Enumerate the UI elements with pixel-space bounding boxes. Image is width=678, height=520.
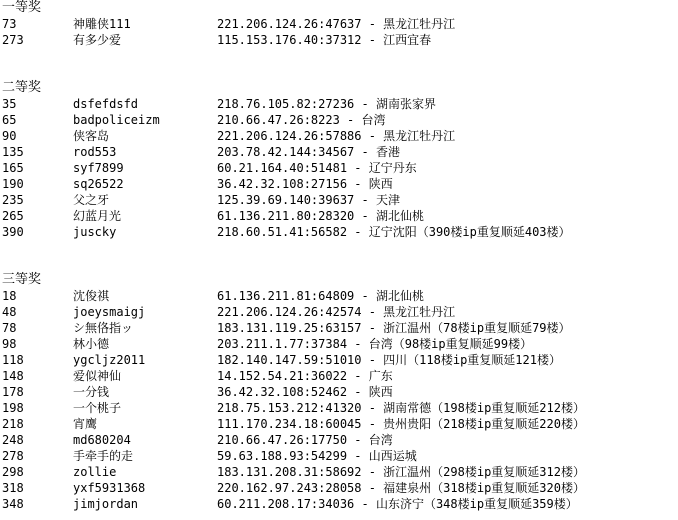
ip-location: 221.206.124.26:47637 - 黑龙江牡丹江: [217, 17, 456, 31]
user-name: md680204: [73, 433, 131, 447]
ip-location: 210.66.47.26:17750 - 台湾: [217, 433, 393, 447]
ip-location: 125.39.69.140:39637 - 天津: [217, 193, 400, 207]
user-name: 神雕侠111: [73, 17, 131, 31]
user-name: 林小德: [73, 337, 110, 351]
winner-row: [2, 224, 678, 240]
ip-location: 218.75.153.212:41320 - 湖南常德（198楼ip重复顺延212楼）: [217, 401, 585, 415]
section-title: 一等奖: [2, 0, 42, 15]
winner-row: [2, 384, 678, 400]
user-name: シ無佫指ッ: [73, 321, 134, 335]
ip-location: 183.131.208.31:58692 - 浙江温州（298楼ip重复顺延312楼）: [217, 465, 585, 479]
ip-location: 221.206.124.26:57886 - 黑龙江牡丹江: [217, 129, 456, 143]
winner-row: [2, 192, 678, 208]
user-name: sq26522: [73, 177, 124, 191]
ip-location: 61.136.211.81:64809 - 湖北仙桃: [217, 289, 424, 303]
floor-number: 78: [2, 321, 17, 335]
user-name: 沈俊祺: [73, 289, 110, 303]
ip-location: 59.63.188.93:54299 - 山西运城: [217, 449, 417, 463]
winner-row: [2, 288, 678, 304]
floor-number: 90: [2, 129, 17, 143]
floor-number: 135: [2, 145, 24, 159]
user-name: joeysmaigj: [73, 305, 146, 319]
winner-row: [2, 416, 678, 432]
ip-location: 220.162.97.243:28058 - 福建泉州（318楼ip重复顺延320楼）: [217, 481, 585, 495]
ip-location: 115.153.176.40:37312 - 江西宜春: [217, 33, 432, 47]
winner-row: [2, 144, 678, 160]
ip-location: 60.211.208.17:34036 - 山东济宁（348楼ip重复顺延359楼）: [217, 497, 578, 511]
section-first-prize: [2, 0, 678, 48]
floor-number: 273: [2, 33, 24, 47]
user-name: dsfefdsfd: [73, 97, 139, 111]
winner-row: [2, 304, 678, 320]
winner-row: [2, 448, 678, 464]
prize-list-document: [2, 0, 678, 512]
section-title: 二等奖: [2, 80, 42, 95]
floor-number: 190: [2, 177, 24, 191]
user-name: rod553: [73, 145, 117, 159]
floor-number: 178: [2, 385, 24, 399]
floor-number: 265: [2, 209, 24, 223]
user-name: 宵鹰: [73, 417, 98, 431]
ip-location: 36.42.32.108:27156 - 陕西: [217, 177, 393, 191]
user-name: yxf5931368: [73, 481, 146, 495]
floor-number: 18: [2, 289, 17, 303]
user-name: jimjordan: [73, 497, 139, 511]
winner-row: [2, 128, 678, 144]
winner-row: [2, 160, 678, 176]
floor-number: 48: [2, 305, 17, 319]
floor-number: 73: [2, 17, 17, 31]
section-third-prize: [2, 272, 678, 512]
user-name: zollie: [73, 465, 117, 479]
floor-number: 248: [2, 433, 24, 447]
floor-number: 298: [2, 465, 24, 479]
floor-number: 148: [2, 369, 24, 383]
floor-number: 65: [2, 113, 17, 127]
user-name: ygcljz2011: [73, 353, 146, 367]
ip-location: 218.60.51.41:56582 - 辽宁沈阳（390楼ip重复顺延403楼）: [217, 225, 571, 239]
winner-row: [2, 352, 678, 368]
user-name: 手牵手的走: [73, 449, 134, 463]
floor-number: 218: [2, 417, 24, 431]
ip-location: 14.152.54.21:36022 - 广东: [217, 369, 393, 383]
winner-row: [2, 496, 678, 512]
winner-row: [2, 336, 678, 352]
user-name: 有多少爱: [73, 33, 122, 47]
ip-location: 61.136.211.80:28320 - 湖北仙桃: [217, 209, 424, 223]
ip-location: 203.211.1.77:37384 - 台湾（98楼ip重复顺延99楼）: [217, 337, 533, 351]
section-title: 三等奖: [2, 272, 42, 287]
floor-number: 348: [2, 497, 24, 511]
user-name: 一个桃子: [73, 401, 122, 415]
floor-number: 198: [2, 401, 24, 415]
winner-row: [2, 400, 678, 416]
floor-number: 318: [2, 481, 24, 495]
ip-location: 36.42.32.108:52462 - 陕西: [217, 385, 393, 399]
user-name: juscky: [73, 225, 117, 239]
winner-row: [2, 32, 678, 48]
user-name: syf7899: [73, 161, 124, 175]
floor-number: 118: [2, 353, 24, 367]
user-name: 爱似神仙: [73, 369, 122, 383]
spacer: [2, 240, 678, 272]
winner-row: [2, 16, 678, 32]
winner-row: [2, 432, 678, 448]
floor-number: 165: [2, 161, 24, 175]
winner-row: [2, 112, 678, 128]
ip-location: 183.131.119.25:63157 - 浙江温州（78楼ip重复顺延79楼）: [217, 321, 571, 335]
ip-location: 111.170.234.18:60045 - 贵州贵阳（218楼ip重复顺延220楼）: [217, 417, 585, 431]
spacer: [2, 48, 678, 80]
winner-row: [2, 320, 678, 336]
floor-number: 278: [2, 449, 24, 463]
ip-location: 218.76.105.82:27236 - 湖南张家界: [217, 97, 436, 111]
winner-row: [2, 176, 678, 192]
ip-location: 203.78.42.144:34567 - 香港: [217, 145, 400, 159]
floor-number: 35: [2, 97, 17, 111]
user-name: 幻蓝月光: [73, 209, 122, 223]
floor-number: 390: [2, 225, 24, 239]
floor-number: 235: [2, 193, 24, 207]
user-name: 一分钱: [73, 385, 110, 399]
winner-row: [2, 208, 678, 224]
winner-row: [2, 464, 678, 480]
floor-number: 98: [2, 337, 17, 351]
section-second-prize: [2, 80, 678, 240]
user-name: 侠客岛: [73, 129, 110, 143]
winner-row: [2, 96, 678, 112]
winner-row: [2, 368, 678, 384]
ip-location: 210.66.47.26:8223 - 台湾: [217, 113, 386, 127]
user-name: badpoliceizm: [73, 113, 160, 127]
ip-location: 60.21.164.40:51481 - 辽宁丹东: [217, 161, 417, 175]
ip-location: 221.206.124.26:42574 - 黑龙江牡丹江: [217, 305, 456, 319]
user-name: 父之牙: [73, 193, 110, 207]
ip-location: 182.140.147.59:51010 - 四川（118楼ip重复顺延121楼）: [217, 353, 561, 367]
winner-row: [2, 480, 678, 496]
